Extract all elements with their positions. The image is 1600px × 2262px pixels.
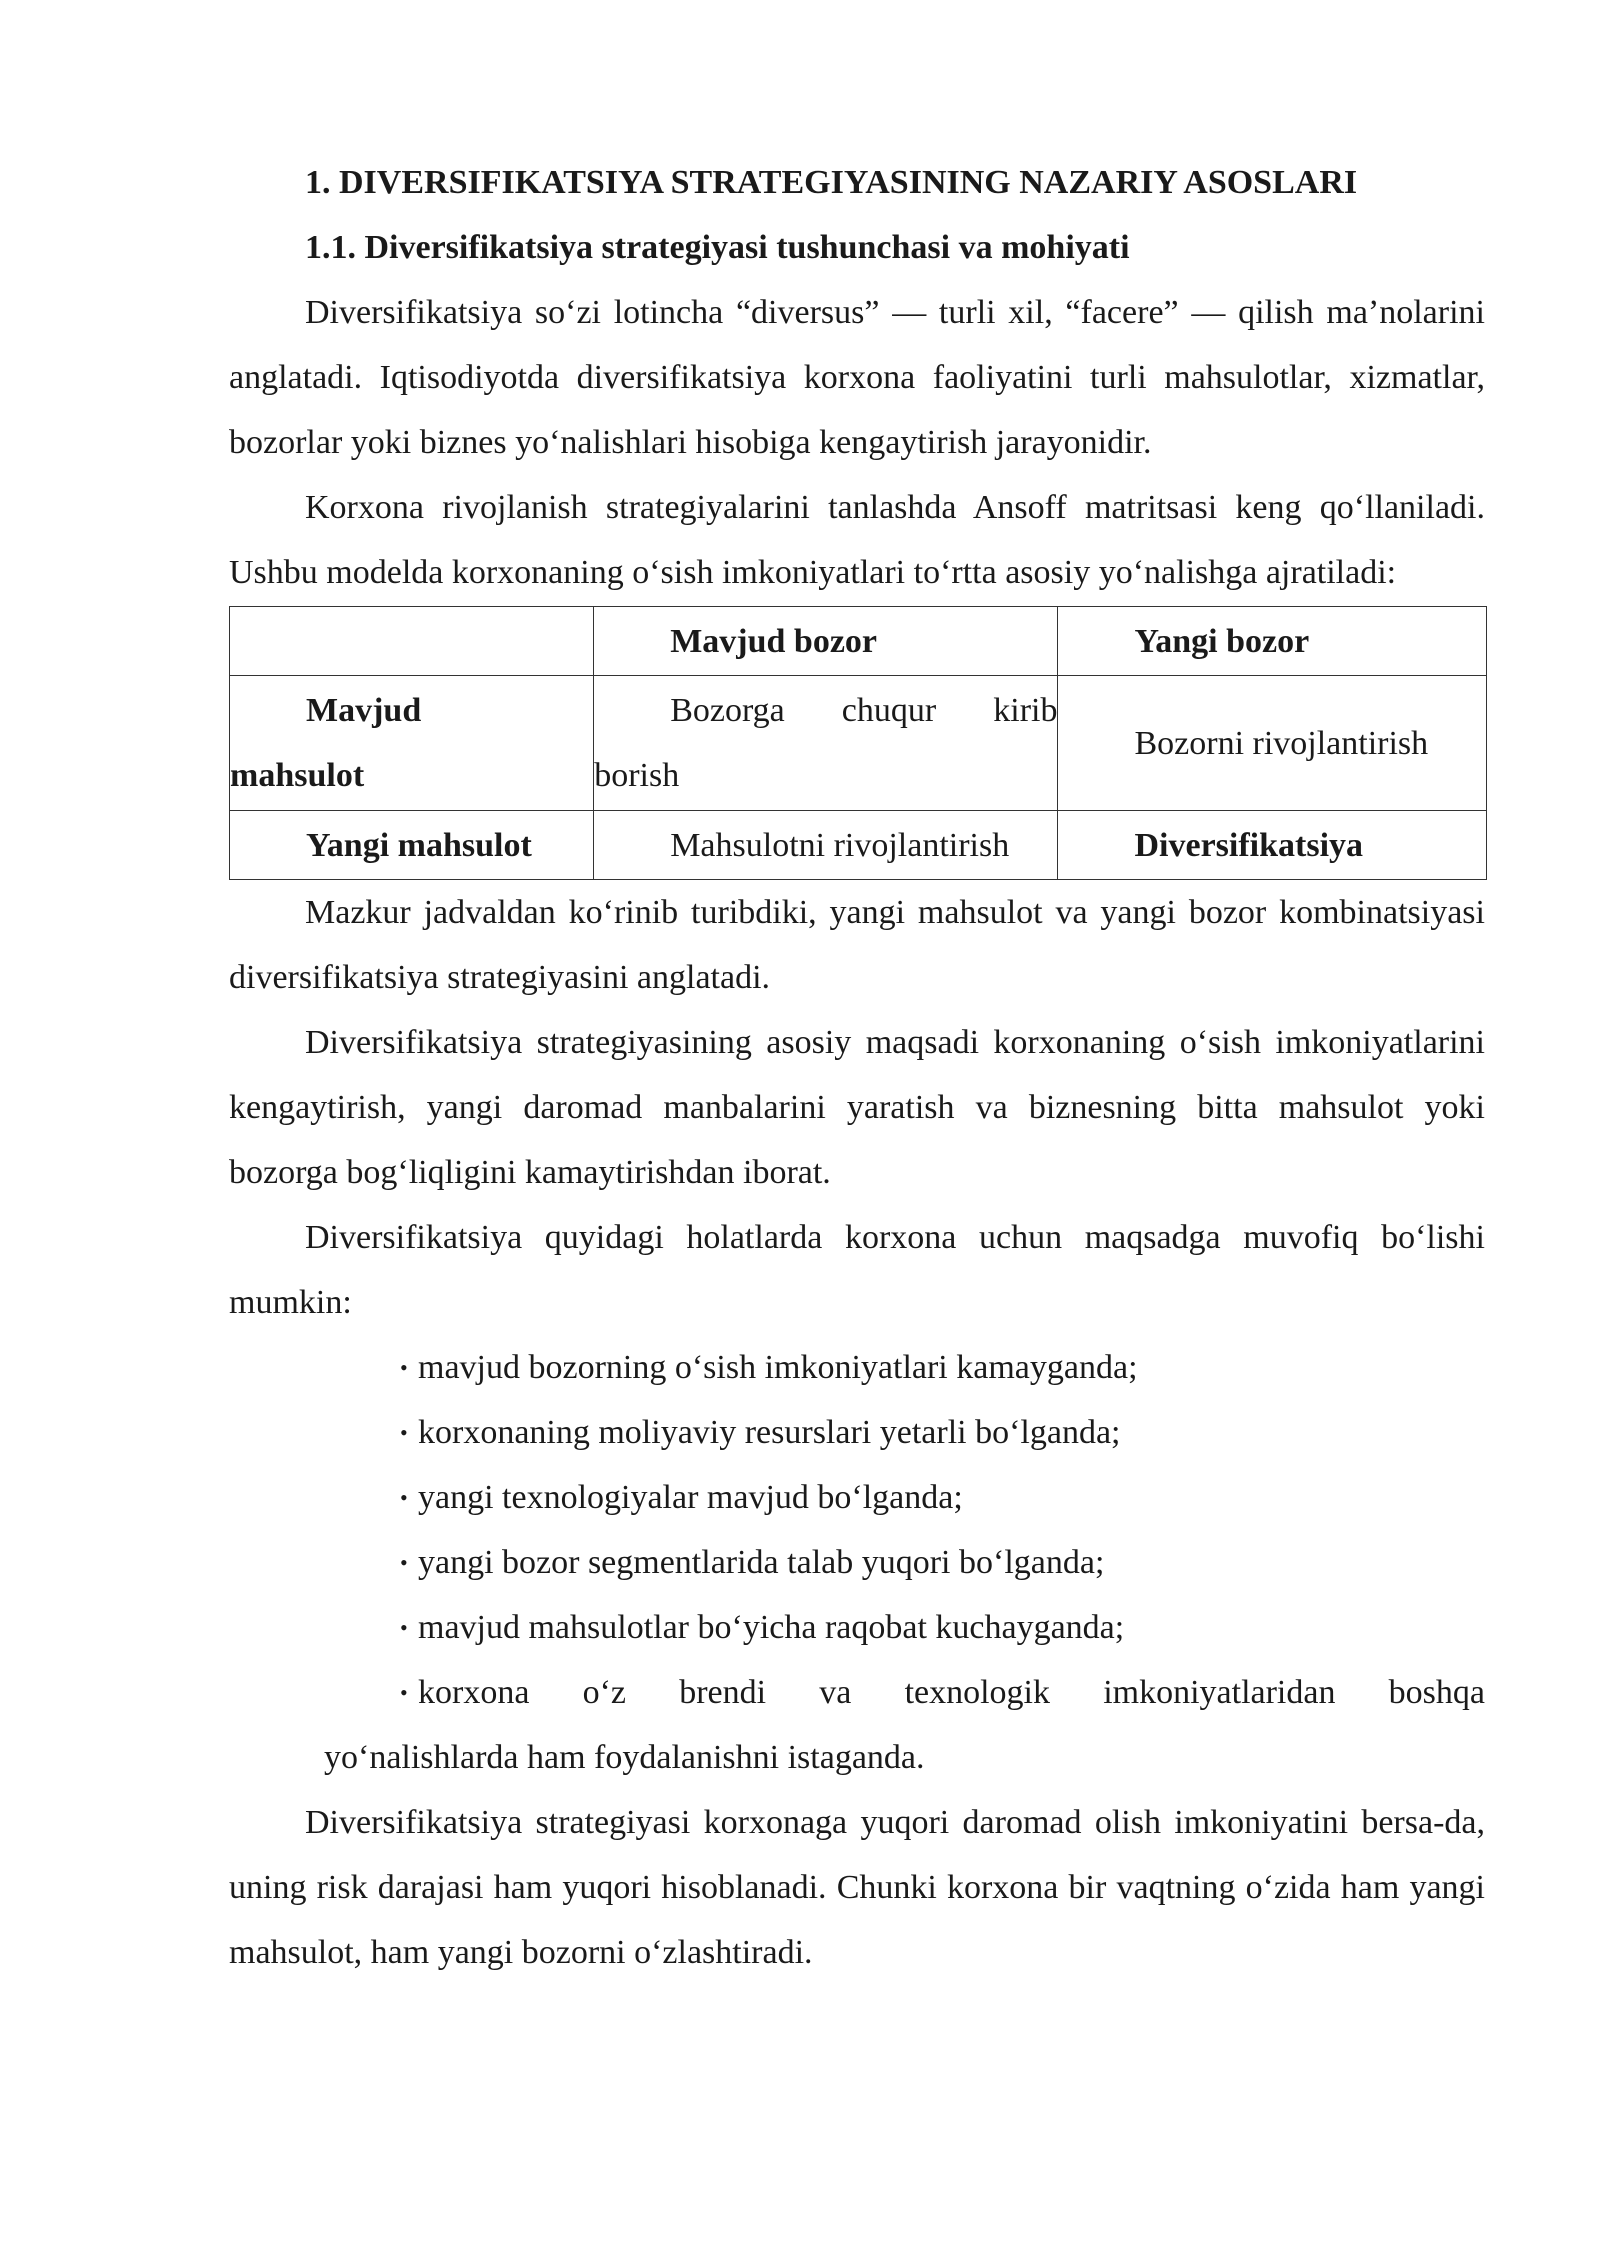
list-item (229, 1530, 1485, 1595)
row-label-line-1: Mavjud (306, 692, 422, 729)
row-label-line-2: mahsulot (230, 757, 365, 794)
table-corner-cell (230, 607, 594, 676)
bullet-icon: • (400, 1680, 408, 1705)
list-item-text: yangi texnologiyalar mavjud boʻlganda; (418, 1479, 963, 1516)
table-header-new-market: Yangi bozor (1058, 607, 1487, 676)
list-item (229, 1335, 1485, 1400)
paragraph-risk: Diversifikatsiya strategiyasi korxonaga yuqori daromad olish imkoniyatini bersa-da, uning risk darajasi ham yuqori hisoblanadi. Chunki korxona bir vaqtning oʻzida ham yangi mahsulot, ham yangi bozorni oʻzlashtiradi. (229, 1804, 1485, 1971)
ansoff-matrix-table (229, 606, 1487, 880)
bullet-icon: • (400, 1420, 408, 1445)
table-cell-market-penetration (594, 676, 1058, 811)
bullet-icon: • (400, 1550, 408, 1575)
paragraph-main-goal: Diversifikatsiya strategiyasining asosiy maqsadi korxonaning oʻsish imkoniyatlarini kengaytirish, yangi daromad manbalarini yaratish va biznesning bitta mahsulot yoki bozorga bogʻliqligini kamaytirishdan iborat. (229, 1024, 1485, 1191)
paragraph-definition: Diversifikatsiya soʻzi lotincha “diversus” — turli xil, “facere” — qilish maʼnolarini anglatadi. Iqtisodiyotda diversifikatsiya korxona faoliyatini turli mahsulotlar, xizmatlar, bozorlar yoki biznes yoʻnalishlari hisobiga kengaytirish jarayonidir. (229, 294, 1485, 461)
bullet-icon: • (400, 1485, 408, 1510)
list-item (229, 1400, 1485, 1465)
list-item-text-continued: yoʻnalishlarda ham foydalanishni istaganda. (324, 1739, 925, 1776)
list-item (229, 1465, 1485, 1530)
table-row (230, 811, 1487, 880)
table-cell-product-development: Mahsulotni rivojlantirish (594, 811, 1058, 880)
conditions-list (229, 1335, 1485, 1790)
list-item-text: korxona oʻz brendi va texnologik imkoniyatlaridan boshqa (418, 1674, 1485, 1711)
document-page (229, 150, 1485, 1985)
paragraph-conditions-intro: Diversifikatsiya quyidagi holatlarda korxona uchun maqsadga muvofiq boʻlishi mumkin: (229, 1219, 1485, 1321)
cell-line-2: borish (594, 757, 680, 794)
table-row (230, 676, 1487, 811)
table-header-existing-market: Mavjud bozor (594, 607, 1058, 676)
list-item-text: mavjud bozorning oʻsish imkoniyatlari kamayganda; (418, 1349, 1138, 1386)
chapter-heading: 1. DIVERSIFIKATSIYA STRATEGIYASINING NAZARIY ASOSLARI (305, 164, 1358, 201)
table-cell-diversification: Diversifikatsiya (1058, 811, 1487, 880)
bullet-icon: • (400, 1615, 408, 1640)
table-cell-market-development: Bozorni rivojlantirish (1058, 676, 1487, 811)
bullet-icon: • (400, 1355, 408, 1380)
list-item-text: korxonaning moliyaviy resurslari yetarli boʻlganda; (418, 1414, 1121, 1451)
table-row-label-new-product: Yangi mahsulot (230, 811, 594, 880)
table-row-label-existing-product (230, 676, 594, 811)
list-item (229, 1595, 1485, 1660)
cell-line-1: Bozorga chuqur kirib (670, 692, 1058, 729)
table-header-row (230, 607, 1487, 676)
list-item (229, 1660, 1485, 1790)
paragraph-table-conclusion: Mazkur jadvaldan koʻrinib turibdiki, yangi mahsulot va yangi bozor kombinatsiyasi diversifikatsiya strategiyasini anglatadi. (229, 894, 1485, 996)
list-item-text: mavjud mahsulotlar boʻyicha raqobat kuchayganda; (418, 1609, 1125, 1646)
paragraph-ansoff-intro: Korxona rivojlanish strategiyalarini tanlashda Ansoff matritsasi keng qoʻllaniladi. Ushbu modelda korxonaning oʻsish imkoniyatlari toʻrtta asosiy yoʻnalishga ajratiladi: (229, 489, 1485, 591)
section-heading: 1.1. Diversifikatsiya strategiyasi tushunchasi va mohiyati (305, 229, 1130, 266)
list-item-text: yangi bozor segmentlarida talab yuqori boʻlganda; (418, 1544, 1105, 1581)
